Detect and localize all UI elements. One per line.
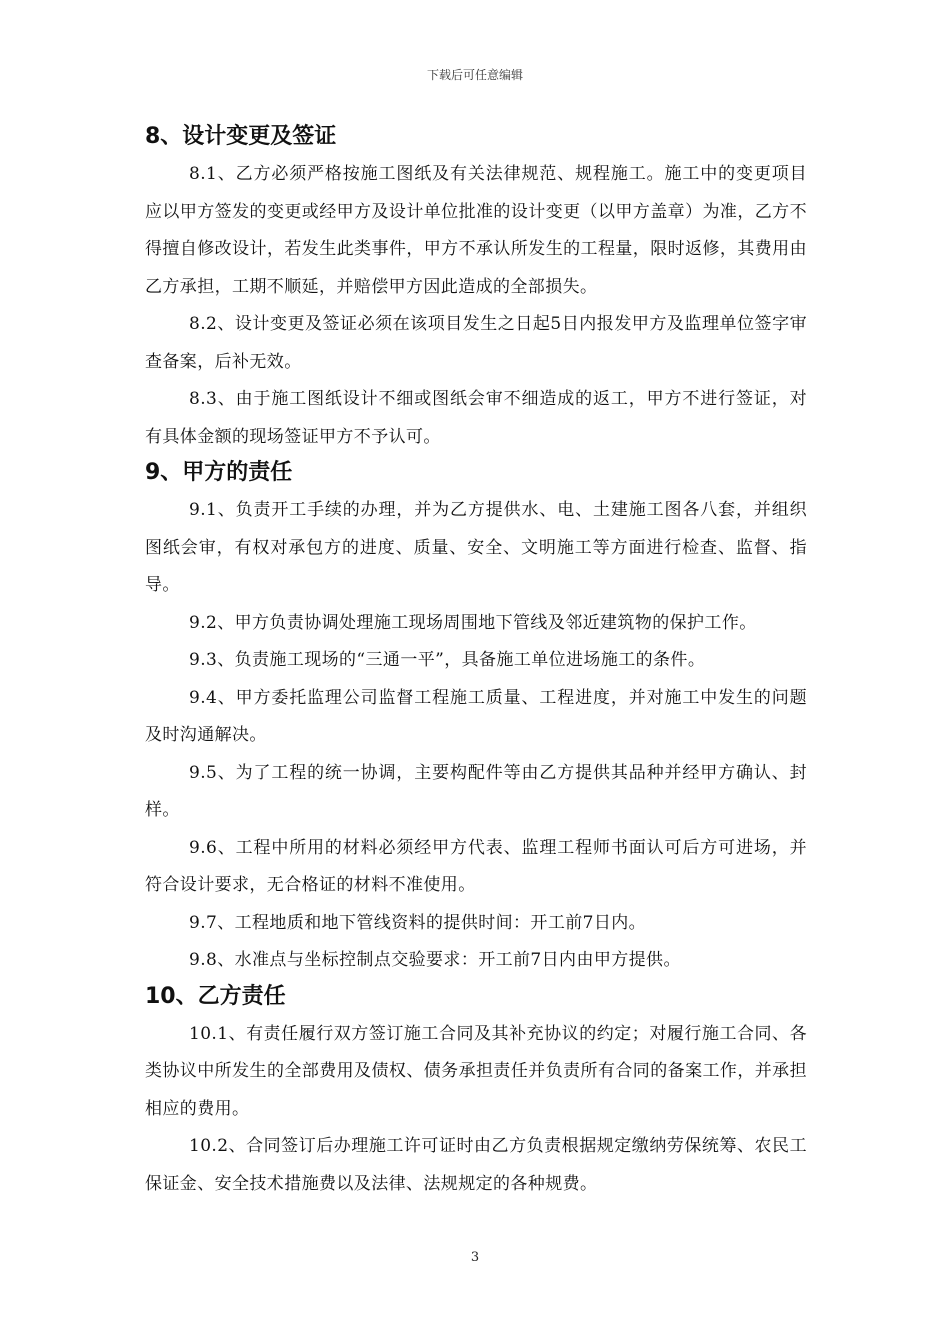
page-header: 下载后可任意编辑: [426, 68, 523, 82]
paragraph: 8.1、乙方必须严格按施工图纸及有关法律规范、规程施工。施工中的变更项目应以甲方签发的变更或经甲方及设计单位批准的设计变更（以甲方盖章）为准，乙方不得擅自修改设计，若发生此类事件，甲方不承认所发生的工程量，限时返修，其费用由乙方承担，工期不顺延，并赔偿甲方因此造成的全部损失。: [145, 164, 807, 297]
section-heading: 8、设计变更及签证: [145, 124, 337, 149]
paragraph: 8.2、设计变更及签证必须在该项目发生之日起5日内报发甲方及监理单位签字审查备案，后补无效。: [145, 314, 807, 372]
section-party-b-responsibility: [145, 980, 807, 1204]
document-body: [145, 120, 807, 1203]
paragraph: 10.2、合同签订后办理施工许可证时由乙方负责根据规定缴纳劳保统筹、农民工保证金、安全技术措施费以及法律、法规规定的各种规费。: [145, 1136, 807, 1194]
paragraph: 9.6、工程中所用的材料必须经甲方代表、监理工程师书面认可后方可进场，并符合设计要求，无合格证的材料不准使用。: [145, 837, 807, 895]
paragraph: 9.2、甲方负责协调处理施工现场周围地下管线及邻近建筑物的保护工作。: [189, 612, 757, 633]
paragraph: 9.4、甲方委托监理公司监督工程施工质量、工程进度，并对施工中发生的问题及时沟通解决。: [145, 687, 807, 745]
page-number: 3: [470, 1250, 480, 1265]
paragraph: 9.5、为了工程的统一协调，主要构配件等由乙方提供其品种并经甲方确认、封样。: [145, 762, 807, 820]
paragraph: 9.8、水准点与坐标控制点交验要求：开工前7日内由甲方提供。: [189, 950, 681, 970]
paragraph: 8.3、由于施工图纸设计不细或图纸会审不细造成的返工，甲方不进行签证，对有具体金额的现场签证甲方不予认可。: [145, 389, 807, 447]
section-party-a-responsibility: [145, 456, 807, 980]
section-design-change: [145, 120, 807, 456]
paragraph: 9.1、负责开工手续的办理，并为乙方提供水、电、土建施工图各八套，并组织图纸会审，有权对承包方的进度、质量、安全、文明施工等方面进行检查、监督、指导。: [145, 500, 807, 595]
section-heading: 10、乙方责任: [145, 983, 286, 1009]
paragraph: 9.7、工程地质和地下管线资料的提供时间：开工前7日内。: [189, 912, 647, 933]
paragraph: 9.3、负责施工现场的“三通一平”，具备施工单位进场施工的条件。: [189, 650, 706, 670]
section-heading: 9、甲方的责任: [145, 460, 293, 485]
paragraph: 10.1、有责任履行双方签订施工合同及其补充协议的约定；对履行施工合同、各类协议中所发生的全部费用及债权、债务承担责任并负责所有合同的备案工作，并承担相应的费用。: [145, 1023, 807, 1119]
